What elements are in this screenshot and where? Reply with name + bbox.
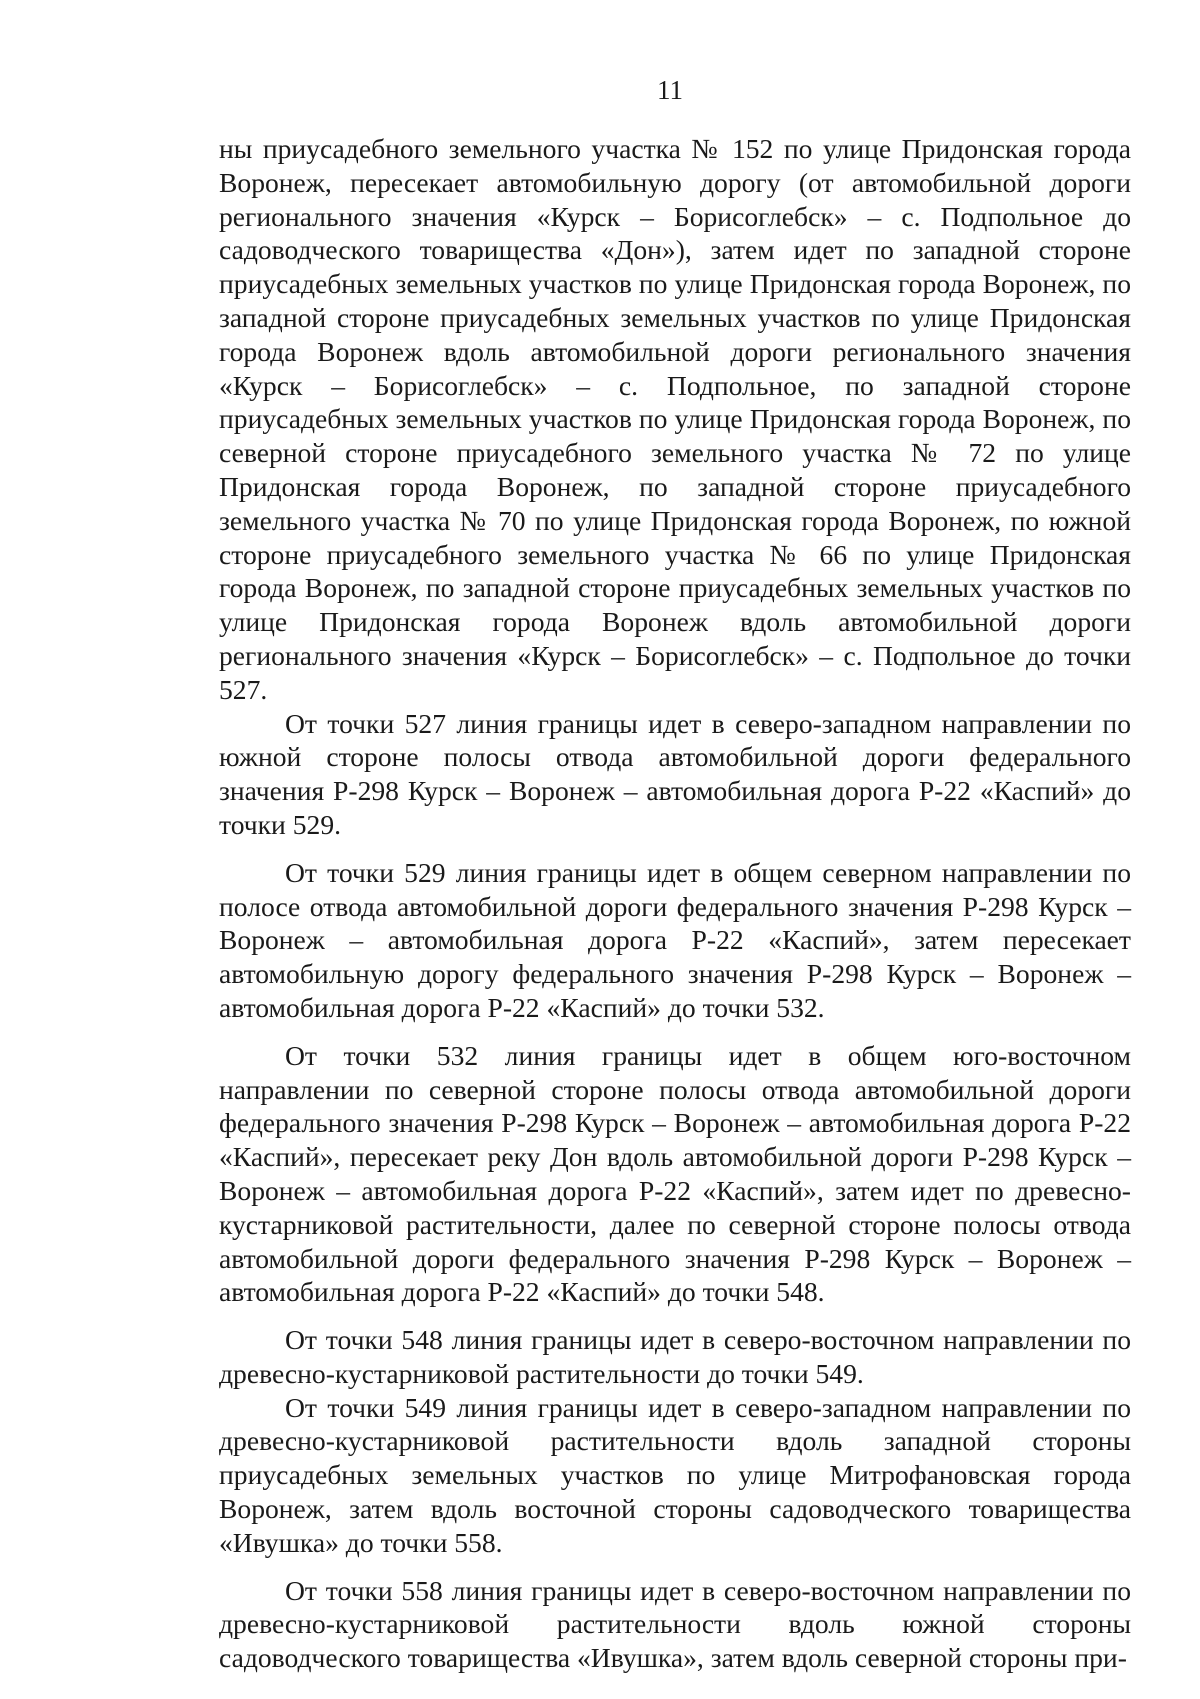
paragraph-point-529: От точки 529 линия границы идет в общем северном направлении по полосе отвода автомобильной дороги федерального значения Р-298 Курск – Воронеж – автомобильная дорога Р-22 «Каспий», затем пересекает автомобильную дорогу федерального значения Р-298 Курск – Воронеж – автомобильная дорога Р-22 «Каспий» до точки 532. [219, 856, 1131, 1023]
paragraph-point-548: От точки 548 линия границы идет в северо-восточном направлении по древесно-кустарниковой растительности до точки 549. [219, 1324, 1131, 1389]
paragraph-point-558: От точки 558 линия границы идет в северо-восточном направлении по древесно-кустарниковой растительности вдоль южной стороны садоводческого товарищества «Ивушка», затем вдоль северной стороны при- [219, 1574, 1131, 1674]
page-number: 11 [657, 75, 683, 105]
paragraph-point-527: От точки 527 линия границы идет в северо-западном направлении по южной стороне полосы отвода автомобильной дороги федерального значения Р-298 Курск – Воронеж – автомобильная дорога Р-22 «Каспий» до точки 529. [219, 707, 1131, 840]
paragraph-point-532: От точки 532 линия границы идет в общем юго-восточном направлении по северной стороне полосы отвода автомобильной дороги федерального значения Р-298 Курск – Воронеж – автомобильная дорога Р-22 «Каспий», пересекает реку Дон вдоль автомобильной дороги Р-298 Курск – Воронеж – автомобильная дорога Р-22 «Каспий», затем идет по древесно-кустарниковой растительности, далее по северной стороне полосы отвода автомобильной дороги федерального значения Р-298 Курск – Воронеж – автомобильная дорога Р-22 «Каспий» до точки 548. [219, 1039, 1131, 1308]
document-body [219, 132, 1131, 1675]
paragraph-continuation: ны приусадебного земельного участка № 152 по улице Придонская города Воронеж, пересекает автомобильную дорогу (от автомобильной дороги регионального значения «Курск – Борисоглебск» – с. Подпольное до садоводческого товарищества «Дон»), затем идет по западной стороне приусадебных земельных участков по улице Придонская города Воронеж, по западной стороне приусадебных земельных участков по улице Придонская города Воронеж вдоль автомобильной дороги регионального значения «Курск – Борисоглебск» – с. Подпольное, по западной стороне приусадебных земельных участков по улице Придонская города Воронеж, по северной стороне приусадебного земельного участка № 72 по улице Придонская города Воронеж, по западной стороне приусадебного земельного участка № 70 по улице Придонская города Воронеж, по южной стороне приусадебного земельного участка № 66 по улице Придонская города Воронеж, по западной стороне приусадебных земельных участков по улице Придонская города Воронеж вдоль автомобильной дороги регионального значения «Курск – Борисоглебск» – с. Подпольное до точки 527. [219, 133, 1131, 705]
paragraph-point-549: От точки 549 линия границы идет в северо-западном направлении по древесно-кустарниковой растительности вдоль западной стороны приусадебных земельных участков по улице Митрофановская города Воронеж, затем вдоль восточной стороны садоводческого товарищества «Ивушка» до точки 558. [219, 1391, 1131, 1558]
